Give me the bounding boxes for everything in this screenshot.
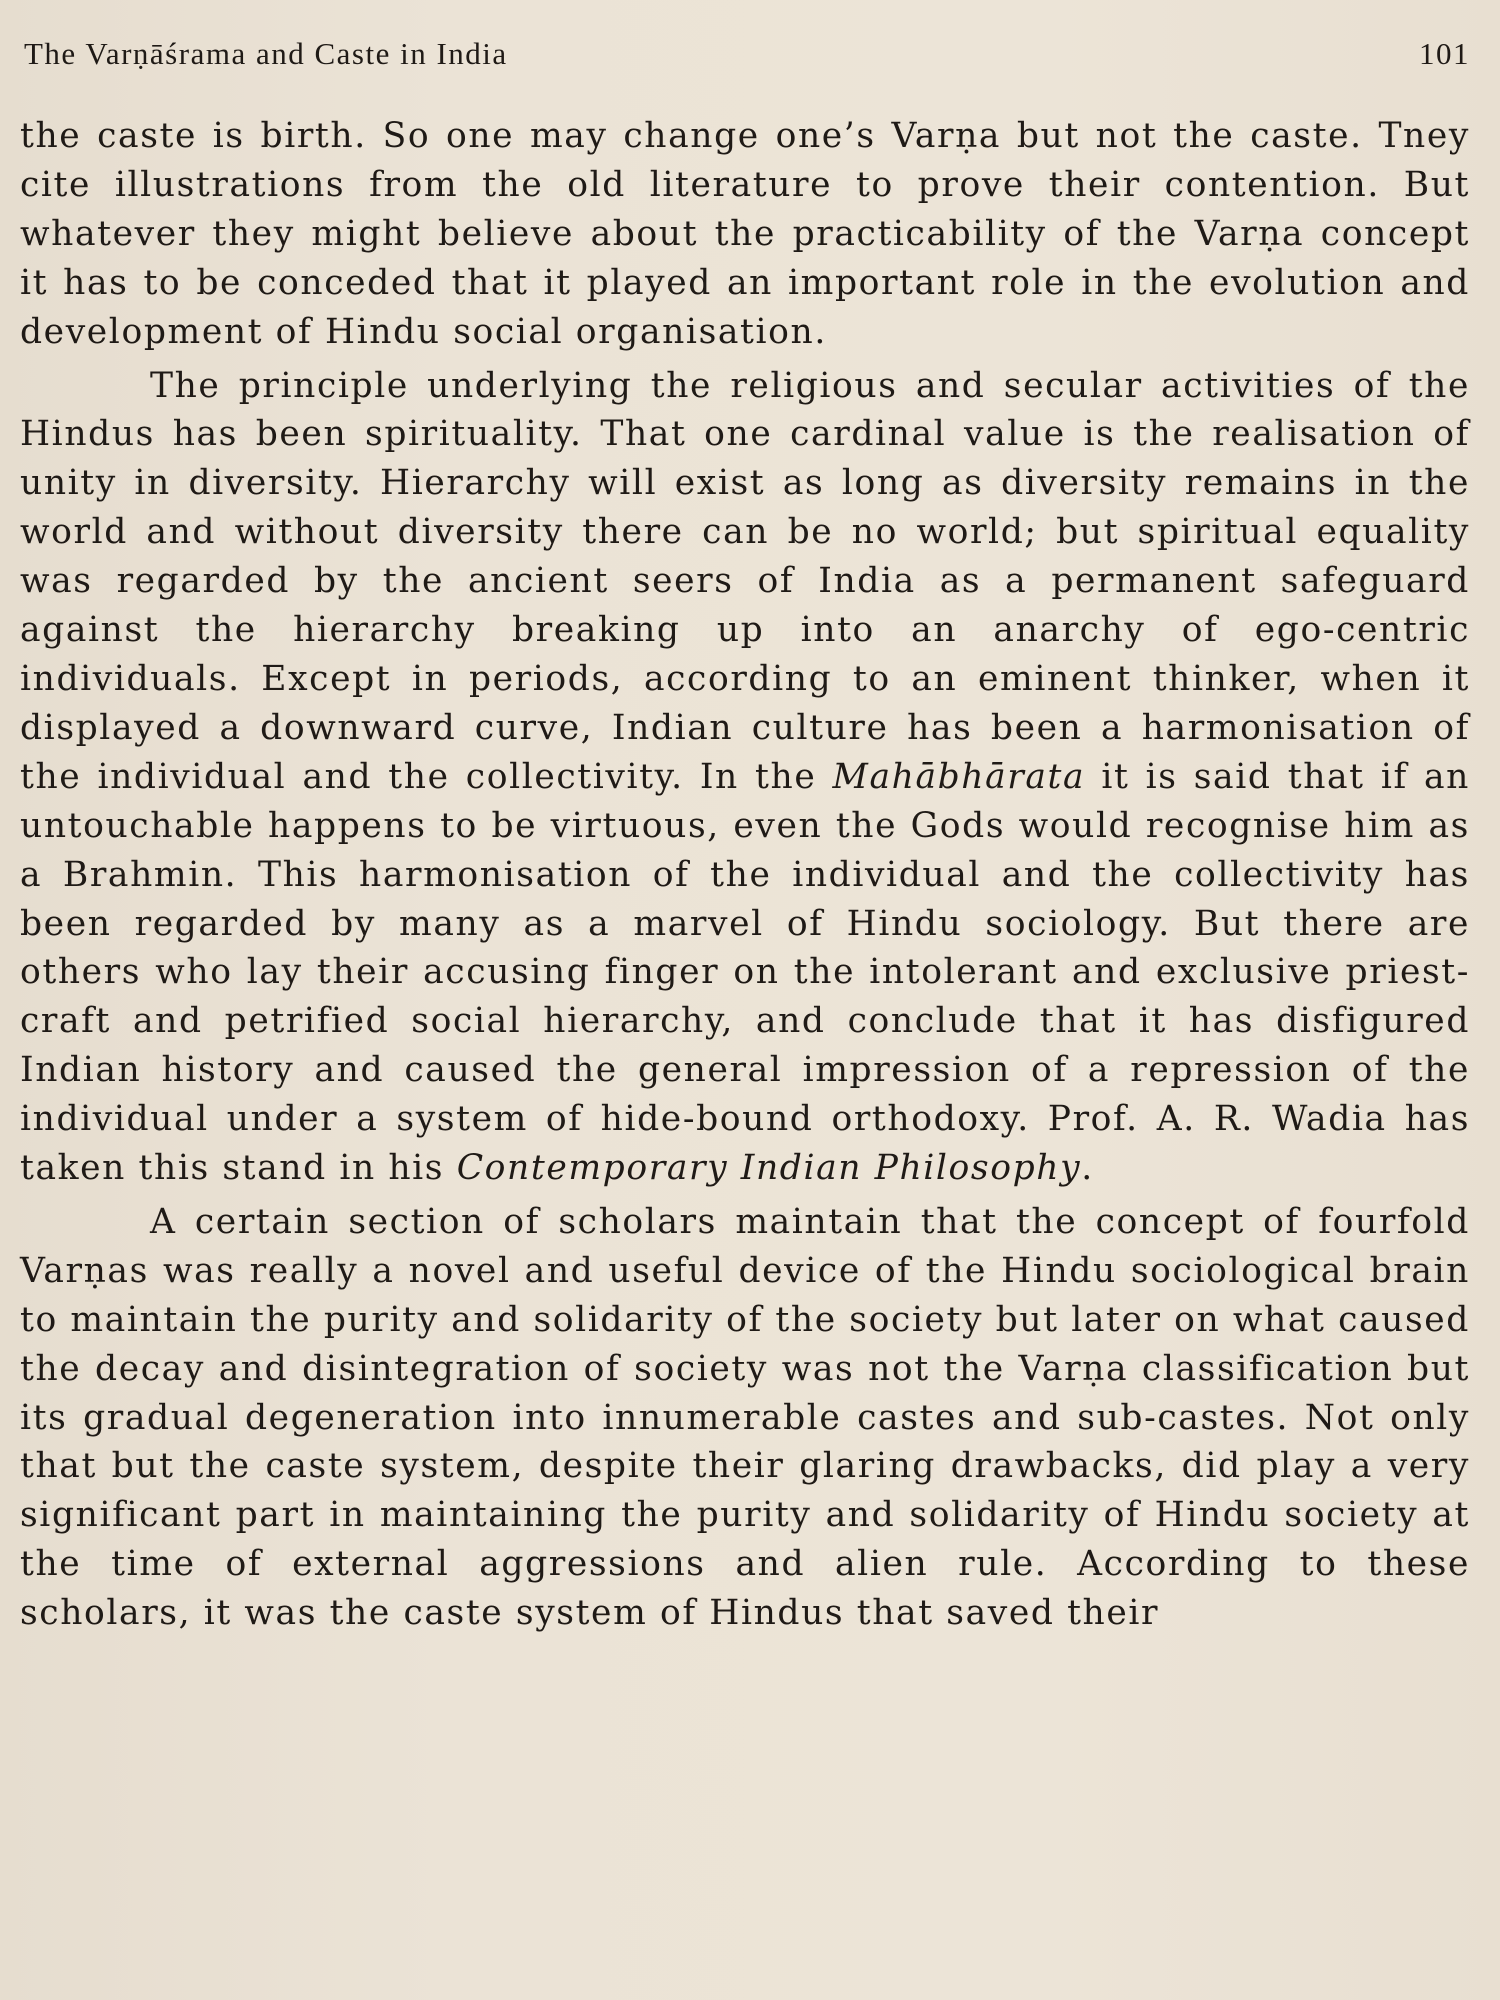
paragraph-2-text-b: it is said that if an untouchable happens to be virtuous, even the Gods would recognise him as a Brahmin. This harmonisation of the individual and the collectivity has been regarded by many as a marvel of Hindu sociology. But there are others who lay their accusing finger on the intolerant and exclusive priest-craft and petrified social hierarchy, and conclude that it has disfigured Indian history and caused the general impression of a repression of the individual under a system of hide-bound orthodoxy. Prof. A. R. Wadia has taken this stand in his [20,756,1470,1189]
page-number: 101 [1419,36,1470,71]
paragraph-3 [20,1198,1470,1638]
page-header [24,36,1470,76]
book-title-contemporary-indian-philosophy: Contemporary Indian Philosophy [456,1148,1082,1189]
paragraph-1-text: the caste is birth. So one may change one’s Varṇa but not the caste. Tney cite illustrations from the old literature to prove their contention. But whatever they might believe about the practicability of the Varṇa concept it has to be conceded that it played an important role in the evolution and development of Hindu social organisation. [20,116,1470,352]
paragraph-1 [20,112,1470,357]
paragraph-2 [20,362,1470,1193]
running-title: The Varṇāśrama and Caste in India [24,36,508,71]
paragraph-2-text-c: . [1081,1148,1094,1189]
paragraph-3-text: A certain section of scholars maintain that the concept of fourfold Varṇas was really a novel and useful device of the Hindu sociological brain to maintain the purity and solidarity of the society but later on what caused the decay and disintegration of society was not the Varṇa classification but its gradual degeneration into innumerable castes and sub-castes. Not only that but the caste system, despite their glaring drawbacks, did play a very significant part in maintaining the purity and solidarity of Hindu society at the time of external aggressions and alien rule. According to these scholars, it was the caste system of Hindus that saved their [20,1201,1470,1634]
paragraph-2-text-a: The principle underlying the religious and secular activities of the Hindus has been spirituality. That one cardinal value is the realisation of unity in diversity. Hierarchy will exist as long as diversity remains in the world and without diversity there can be no world; but spiritual equality was regarded by the ancient seers of India as a permanent safeguard against the hierarchy breaking up into an anarchy of ego-centric individuals. Except in periods, according to an eminent thinker, when it displayed a downward curve, Indian culture has been a harmonisation of the individual and the collectivity. In the [20,365,1470,797]
mahabharata-title: Mahābhārata [832,756,1086,797]
body-text [20,112,1470,1638]
